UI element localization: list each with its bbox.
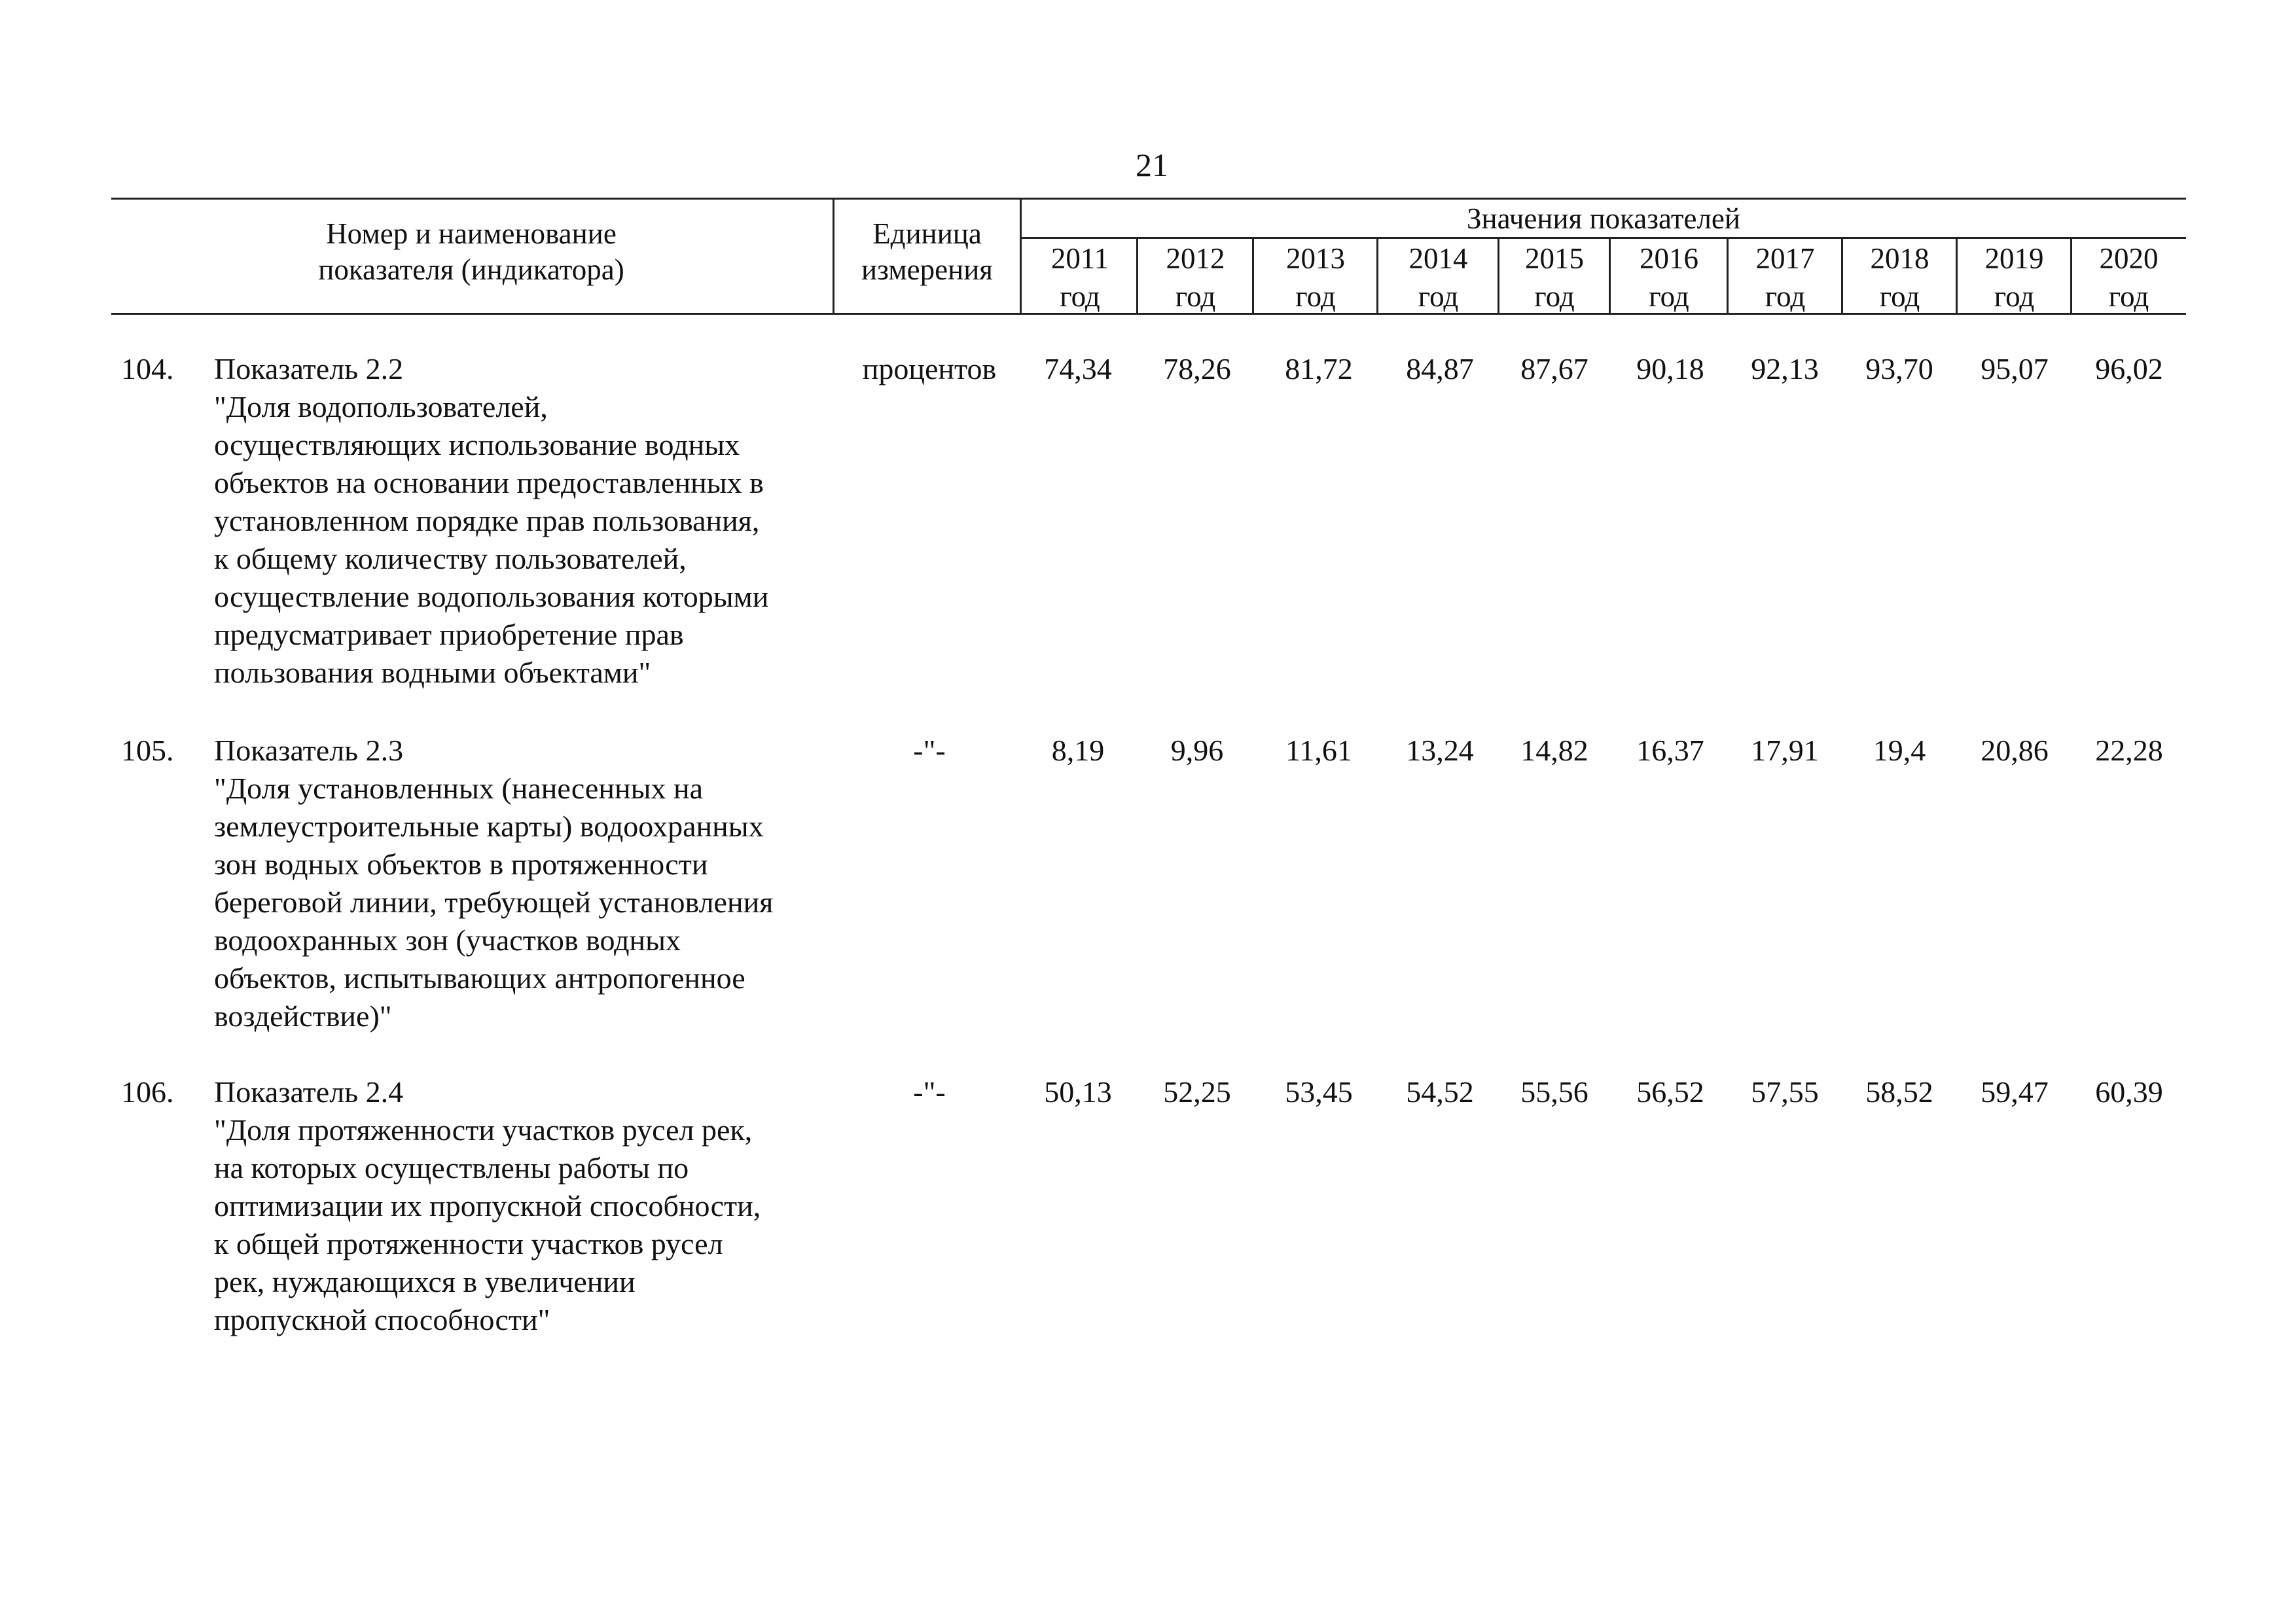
value-cell-2018: 93,70: [1865, 352, 1933, 385]
value-cell-2018: 58,52: [1865, 1075, 1933, 1109]
year-label: год: [2108, 280, 2149, 313]
header-name-line1: Номер и наименование: [326, 217, 617, 250]
indicator-text-line: осуществление водопользования которыми: [214, 580, 769, 613]
row-unit: -"-: [913, 1075, 946, 1109]
indicator-text-line: оптимизации их пропускной способности,: [214, 1189, 761, 1222]
indicator-text-line: воздействие)": [214, 999, 392, 1033]
value-cell-2018: 19,4: [1873, 734, 1926, 767]
year-value: 2019: [1984, 242, 2044, 275]
header-values-title: Значения показателей: [1467, 202, 1740, 235]
indicator-text-line: рек, нуждающихся в увеличении: [214, 1265, 636, 1298]
value-cell-2016: 90,18: [1636, 352, 1704, 385]
value-cell-2017: 92,13: [1751, 352, 1819, 385]
year-header-2012: [1138, 240, 1253, 315]
value-cell-2013: 81,72: [1285, 352, 1353, 385]
year-header-2016: [1610, 240, 1728, 315]
year-value: 2012: [1166, 242, 1225, 275]
year-label: год: [1295, 280, 1336, 313]
row-description: [214, 1073, 842, 1339]
year-value: 2015: [1525, 242, 1584, 275]
value-cell-2015: 14,82: [1520, 734, 1588, 767]
year-label: год: [1534, 280, 1575, 313]
value-cell-2014: 13,24: [1406, 734, 1474, 767]
value-cell-2020: 96,02: [2095, 352, 2163, 385]
year-header-2019: [1957, 240, 2072, 315]
header-unit: [834, 216, 1020, 288]
indicator-text-line: пропускной способности": [214, 1303, 550, 1336]
year-header-2014: [1378, 240, 1499, 315]
year-value: 2018: [1870, 242, 1929, 275]
indicator-text-line: "Доля водопользователей,: [214, 390, 548, 423]
value-cell-2015: 87,67: [1520, 352, 1588, 385]
value-cell-2013: 53,45: [1285, 1075, 1353, 1109]
value-cell-2012: 78,26: [1163, 352, 1231, 385]
year-header-2011: [1022, 240, 1138, 315]
indicator-text-line: предусматривает приобретение прав: [214, 618, 684, 651]
row-unit: процентов: [862, 352, 997, 385]
value-cell-2011: 8,19: [1051, 734, 1105, 767]
year-label: год: [1765, 280, 1806, 313]
year-header-2020: [2072, 240, 2186, 315]
indicator-code: Показатель 2.2: [214, 352, 404, 385]
value-cell-2020: 60,39: [2095, 1075, 2163, 1109]
year-label: год: [1418, 280, 1459, 313]
year-value: 2014: [1408, 242, 1468, 275]
indicator-text-line: установленном порядке прав пользования,: [214, 504, 760, 537]
value-cell-2012: 52,25: [1163, 1075, 1231, 1109]
year-header-2013: [1253, 240, 1378, 315]
year-header-2017: [1728, 240, 1842, 315]
value-cell-2019: 20,86: [1981, 734, 2049, 767]
year-label: год: [1060, 280, 1100, 313]
value-cell-2016: 16,37: [1636, 734, 1704, 767]
indicator-text-line: объектов на основании предоставленных в: [214, 466, 764, 499]
indicator-code: Показатель 2.3: [214, 734, 404, 767]
indicator-text-line: береговой линии, требующей установления: [214, 885, 774, 919]
indicator-text-line: объектов, испытывающих антропогенное: [214, 961, 745, 995]
year-label: год: [1175, 280, 1216, 313]
year-header-2015: [1499, 240, 1610, 315]
indicator-text-line: осуществляющих использование водных: [214, 428, 740, 461]
year-value: 2020: [2099, 242, 2159, 275]
value-cell-2016: 56,52: [1636, 1075, 1704, 1109]
indicator-text-line: землеустроительные карты) водоохранных: [214, 810, 764, 843]
indicator-text-line: зон водных объектов в протяженности: [214, 847, 708, 881]
year-value: 2017: [1755, 242, 1815, 275]
indicator-text-line: "Доля установленных (нанесенных на: [214, 772, 704, 805]
value-cell-2015: 55,56: [1520, 1075, 1588, 1109]
row-number: 104.: [121, 352, 174, 385]
value-cell-2014: 54,52: [1406, 1075, 1474, 1109]
year-value: 2013: [1286, 242, 1345, 275]
value-cell-2014: 84,87: [1406, 352, 1474, 385]
indicator-text-line: на которых осуществлены работы по: [214, 1151, 689, 1185]
row-number: 106.: [121, 1075, 174, 1109]
year-label: год: [1994, 280, 2035, 313]
header-name: [111, 216, 831, 288]
value-cell-2019: 59,47: [1981, 1075, 2049, 1109]
year-header-2018: [1842, 240, 1957, 315]
year-label: год: [1879, 280, 1920, 313]
indicator-text-line: пользования водными объектами": [214, 656, 651, 689]
value-cell-2017: 17,91: [1751, 734, 1819, 767]
value-cell-2012: 9,96: [1170, 734, 1224, 767]
value-cell-2013: 11,61: [1285, 734, 1352, 767]
header-unit-line2: измерения: [861, 253, 993, 286]
row-number: 105.: [121, 734, 174, 767]
row-description: [214, 350, 842, 692]
indicator-code: Показатель 2.4: [214, 1075, 404, 1109]
row-unit: -"-: [913, 734, 946, 767]
year-value: 2016: [1640, 242, 1698, 275]
year-value: 2011: [1050, 242, 1109, 275]
row-description: [214, 732, 842, 1035]
indicator-text-line: к общему количеству пользователей,: [214, 542, 687, 575]
year-label: год: [1649, 280, 1689, 313]
indicator-text-line: "Доля протяженности участков русел рек,: [214, 1113, 753, 1147]
value-cell-2017: 57,55: [1751, 1075, 1819, 1109]
value-cell-2019: 95,07: [1981, 352, 2049, 385]
indicator-text-line: водоохранных зон (участков водных: [214, 923, 681, 957]
page-number: 21: [1136, 147, 1168, 183]
header-name-line2: показателя (индикатора): [318, 253, 624, 286]
value-cell-2020: 22,28: [2095, 734, 2163, 767]
value-cell-2011: 74,34: [1044, 352, 1112, 385]
value-cell-2011: 50,13: [1044, 1075, 1112, 1109]
header-unit-line1: Единица: [872, 217, 982, 250]
indicator-text-line: к общей протяженности участков русел: [214, 1227, 723, 1260]
